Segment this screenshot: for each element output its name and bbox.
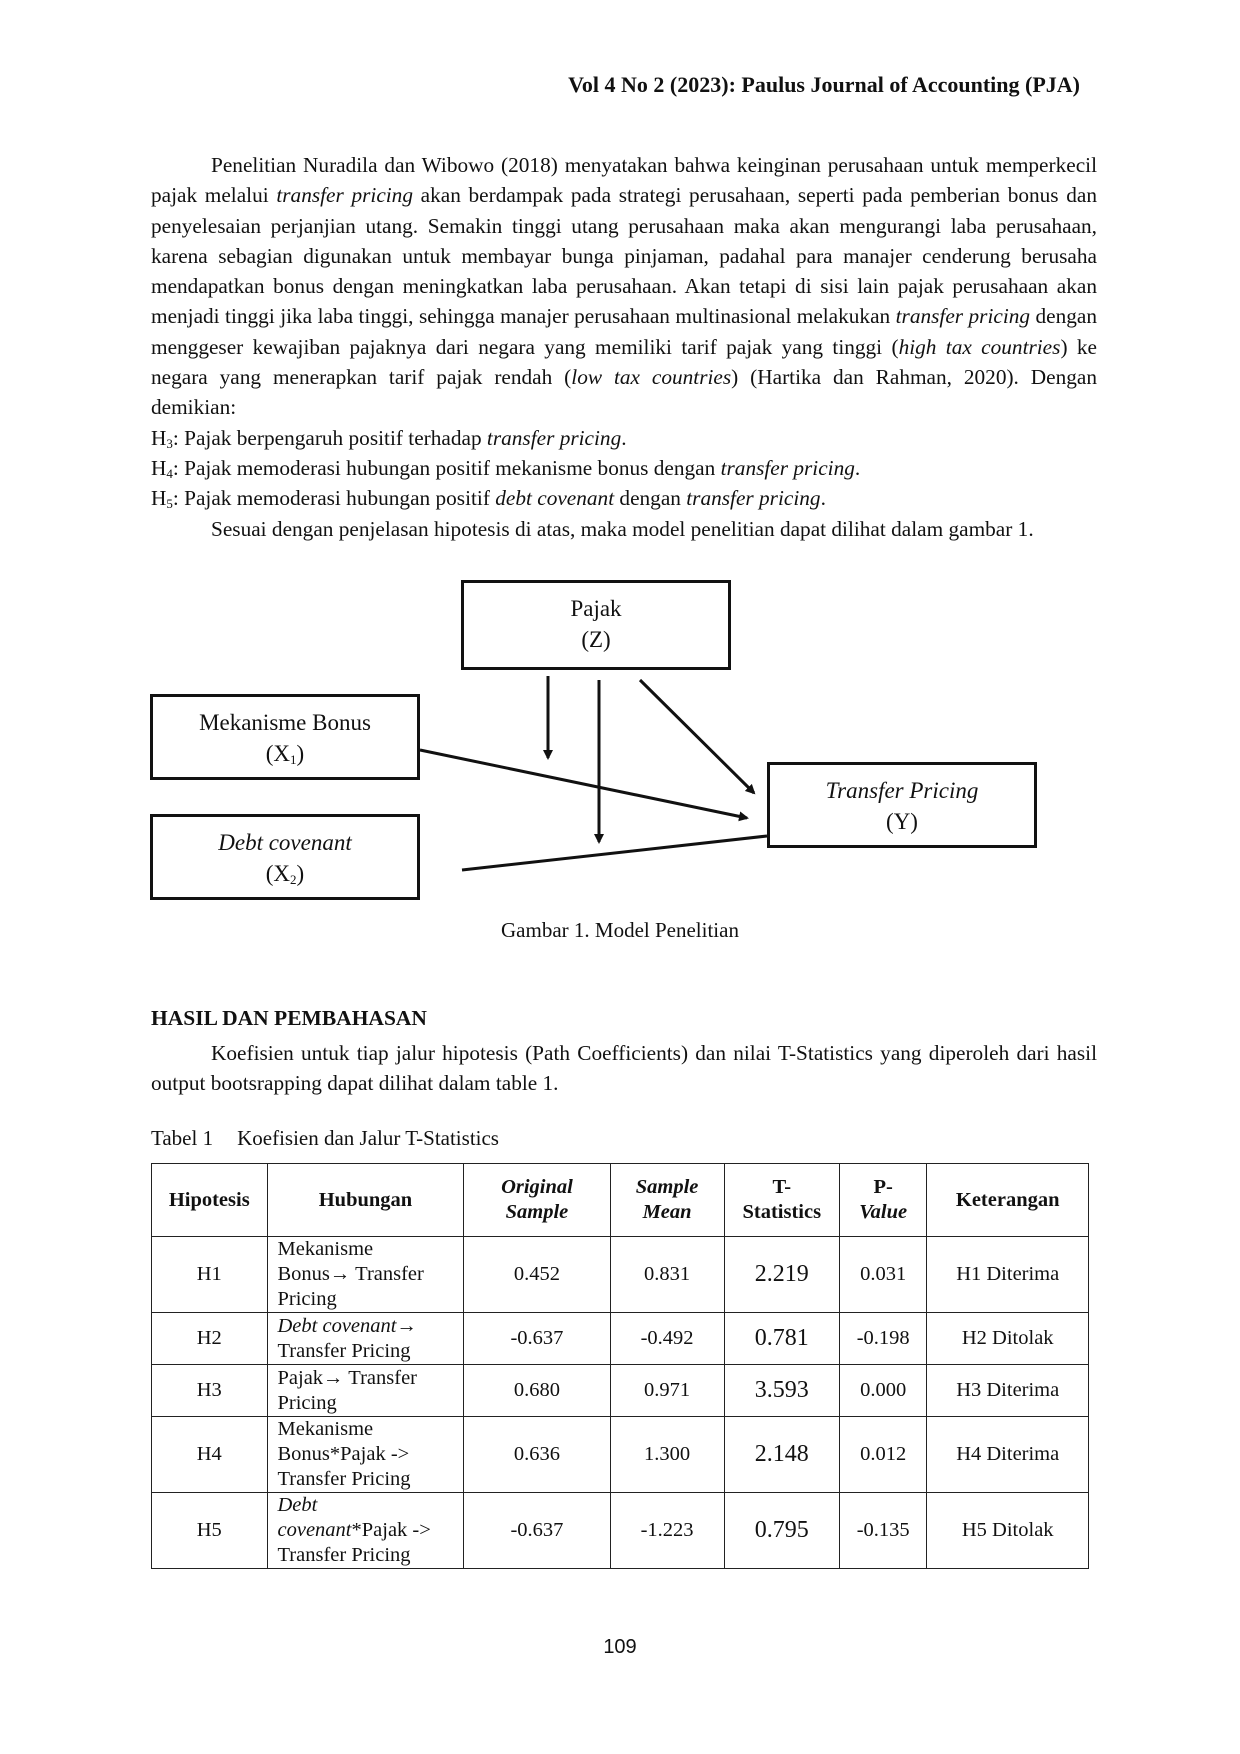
cell-hipotesis: H2: [152, 1313, 268, 1365]
italic-span: transfer pricing: [720, 455, 855, 480]
italic-span: transfer pricing: [895, 304, 1031, 329]
arrow-bonus-to-tp: [420, 750, 747, 818]
header-line: Value: [859, 1201, 908, 1223]
journal-header: Vol 4 No 2 (2023): Paulus Journal of Accounting (PJA): [568, 72, 1080, 97]
rel-line: Debt covenant→: [277, 1314, 417, 1337]
tp-label-text: Transfer Pricing: [825, 778, 979, 803]
rel-line: covenant: [277, 1519, 352, 1541]
text-span: : Pajak memoderasi hubungan positif: [172, 486, 496, 511]
debt-label: [153, 827, 417, 858]
cell-hipotesis: H4: [152, 1417, 268, 1493]
cell-keterangan: H4 Diterima: [927, 1417, 1089, 1493]
cell-sample-mean: 0.831: [610, 1237, 724, 1313]
cell-t-statistics: 2.219: [724, 1237, 839, 1313]
cell-sample-mean: -1.223: [610, 1493, 724, 1569]
table-row: [152, 1313, 1089, 1365]
header-line: Original: [501, 1176, 573, 1198]
text-span: .: [854, 455, 861, 480]
cell-hubungan: [267, 1365, 464, 1417]
cell-t-statistics: 2.148: [724, 1417, 839, 1493]
code-text: (X: [265, 741, 291, 766]
italic-span: high tax countries: [898, 334, 1061, 359]
cell-keterangan: H1 Diterima: [927, 1237, 1089, 1313]
pajak-label: Pajak: [570, 596, 622, 621]
section-paragraph: Koefisien untuk tiap jalur hipotesis (Path Coefficients) dan nilai T-Statistics yang diperoleh dari hasil output bootsrapping dapat dilihat dalam table 1.: [151, 1041, 1097, 1096]
text-span: H: [151, 425, 167, 450]
bonus-box: [150, 694, 420, 780]
text-span: H: [151, 486, 167, 511]
cell-sample-mean: 1.300: [610, 1417, 724, 1493]
cell-p-value: -0.198: [839, 1313, 927, 1365]
col-keterangan: Keterangan: [927, 1164, 1089, 1237]
text-span: ) ke negara yang menerapkan tarif pajak rendah (: [151, 334, 1097, 390]
text-span: : Pajak berpengaruh positif terhadap: [172, 425, 487, 450]
cell-hubungan: [267, 1417, 464, 1493]
text-span: dengan: [614, 486, 687, 511]
cell-t-statistics: 0.781: [724, 1313, 839, 1365]
table-title: [151, 1126, 499, 1151]
cell-sample-mean: -0.492: [610, 1313, 724, 1365]
cell-original-sample: 0.680: [464, 1365, 610, 1417]
line-debt-to-tp: [462, 836, 767, 870]
text-span: H: [151, 455, 167, 480]
table-header-row: [152, 1164, 1089, 1237]
italic-span: transfer pricing: [686, 486, 821, 511]
debt-label-text: Debt covenant: [218, 830, 352, 855]
italic-span: low tax countries: [571, 365, 732, 390]
bonus-code: [153, 738, 417, 769]
col-hubungan: Hubungan: [267, 1164, 464, 1237]
cell-t-statistics: 3.593: [724, 1365, 839, 1417]
results-table: [151, 1163, 1089, 1569]
model-sentence: Sesuai dengan penjelasan hipotesis di atas, maka model penelitian dapat dilihat dalam gambar 1.: [211, 516, 1034, 541]
tp-code: (Y): [886, 809, 918, 834]
table-row: [152, 1365, 1089, 1417]
rel-line: Bonus*Pajak ->: [277, 1443, 410, 1465]
body-text: [151, 150, 1097, 544]
header-line: P-: [873, 1176, 893, 1198]
pajak-code: (Z): [581, 627, 611, 652]
tp-label: [770, 775, 1034, 806]
cell-keterangan: H3 Diterima: [927, 1365, 1089, 1417]
cell-hipotesis: H1: [152, 1237, 268, 1313]
rel-line: Transfer Pricing: [277, 1468, 411, 1490]
page-number: 109: [603, 1636, 637, 1658]
header-line: T-: [772, 1176, 792, 1198]
text-span: Penelitian Nuradila dan Wibowo (2018) menyatakan bahwa keinginan perusahaan untuk memperkecil pajak melalui: [151, 153, 1097, 208]
rel-line: Transfer Pricing: [277, 1339, 411, 1362]
subscript: 5: [166, 496, 173, 512]
text-span: dengan menggeser kewajiban pajaknya dari negara yang memiliki tarif pajak yang tinggi (: [151, 304, 1098, 359]
cell-p-value: -0.135: [839, 1493, 927, 1569]
text-span: akan berdampak pada strategi perusahaan, seperti pada pemberian bonus dan penyelesaian perjanjian utang. Semakin tinggi utang perusahaan maka akan mengurangi laba perusahaan, karena sebagian digunakan untuk membayar bunga pinjaman, padahal para manajer cenderung berusaha mendapatkan bonus dengan meningkatkan laba perusahaan. Akan tetapi di sisi lain pajak perusahaan akan menjadi tinggi jika laba tinggi, sehingga manajer perusahaan multinasional melakukan: [151, 183, 1097, 329]
rel-line: *Pajak ->: [351, 1519, 431, 1541]
pajak-box: [461, 580, 731, 670]
rel-line: Transfer Pricing: [277, 1544, 411, 1566]
hypothesis-h5: [151, 483, 1097, 513]
rel-line: Pajak→ Transfer: [277, 1366, 418, 1389]
table-title-text: Koefisien dan Jalur T-Statistics: [237, 1126, 499, 1150]
arrow-pajak-to-tp: [640, 680, 754, 793]
subscript: 4: [166, 465, 173, 481]
italic-span: transfer pricing: [276, 183, 413, 208]
rel-line: Mekanisme: [277, 1418, 374, 1440]
hypothesis-h4: [151, 453, 1097, 483]
cell-p-value: 0.000: [839, 1365, 927, 1417]
rel-line: Debt: [277, 1494, 318, 1516]
bonus-label: Mekanisme Bonus: [199, 710, 371, 735]
cell-keterangan: H5 Ditolak: [927, 1493, 1089, 1569]
subscript: 1: [290, 752, 297, 767]
table-row: [152, 1493, 1089, 1569]
cell-original-sample: 0.636: [464, 1417, 610, 1493]
header-line: Mean: [642, 1201, 692, 1223]
section-title: HASIL DAN PEMBAHASAN: [151, 1006, 427, 1030]
code-text: (X: [265, 861, 291, 886]
cell-p-value: 0.012: [839, 1417, 927, 1493]
cell-p-value: 0.031: [839, 1237, 927, 1313]
subscript: 3: [166, 435, 173, 451]
header-line: Statistics: [742, 1201, 822, 1223]
code-text: ): [296, 741, 305, 766]
rel-line: Bonus→ Transfer: [277, 1263, 424, 1285]
cell-hubungan: [267, 1493, 464, 1569]
header-line: Sample: [505, 1201, 569, 1223]
cell-hipotesis: H5: [152, 1493, 268, 1569]
tp-box: [767, 762, 1037, 848]
text-span: .: [621, 425, 627, 450]
debt-code: [153, 858, 417, 889]
rel-line: Mekanisme: [277, 1238, 374, 1260]
section-text: [151, 1038, 1097, 1099]
col-hipotesis: Hipotesis: [152, 1164, 268, 1237]
cell-hubungan: [267, 1313, 464, 1365]
text-span: ) (Hartika dan Rahman, 2020). Dengan demikian:: [151, 365, 1098, 420]
col-sample-mean: [610, 1164, 724, 1237]
cell-original-sample: 0.452: [464, 1237, 610, 1313]
cell-sample-mean: 0.971: [610, 1365, 724, 1417]
col-p-value: [839, 1164, 927, 1237]
cell-original-sample: -0.637: [464, 1313, 610, 1365]
rel-line: Pricing: [277, 1288, 337, 1310]
figure-caption: Gambar 1. Model Penelitian: [501, 918, 739, 942]
cell-t-statistics: 0.795: [724, 1493, 839, 1569]
subscript: 2: [290, 872, 297, 887]
italic-span: debt covenant: [495, 486, 615, 511]
table-row: [152, 1417, 1089, 1493]
hypothesis-h3: [151, 423, 1097, 453]
cell-hubungan: [267, 1237, 464, 1313]
col-t-statistics: [724, 1164, 839, 1237]
cell-hipotesis: H3: [152, 1365, 268, 1417]
debt-box: [150, 814, 420, 900]
code-text: ): [296, 861, 305, 886]
table-row: [152, 1237, 1089, 1313]
cell-original-sample: -0.637: [464, 1493, 610, 1569]
text-span: .: [820, 486, 826, 511]
italic-span: transfer pricing: [486, 425, 622, 450]
paragraph-1: [151, 150, 1097, 423]
rel-line: Pricing: [277, 1391, 337, 1414]
header-line: Sample: [635, 1176, 699, 1198]
col-original-sample: [464, 1164, 610, 1237]
text-span: : Pajak memoderasi hubungan positif mekanisme bonus dengan: [172, 455, 721, 480]
table-label: Tabel 1: [151, 1126, 214, 1150]
cell-keterangan: H2 Ditolak: [927, 1313, 1089, 1365]
